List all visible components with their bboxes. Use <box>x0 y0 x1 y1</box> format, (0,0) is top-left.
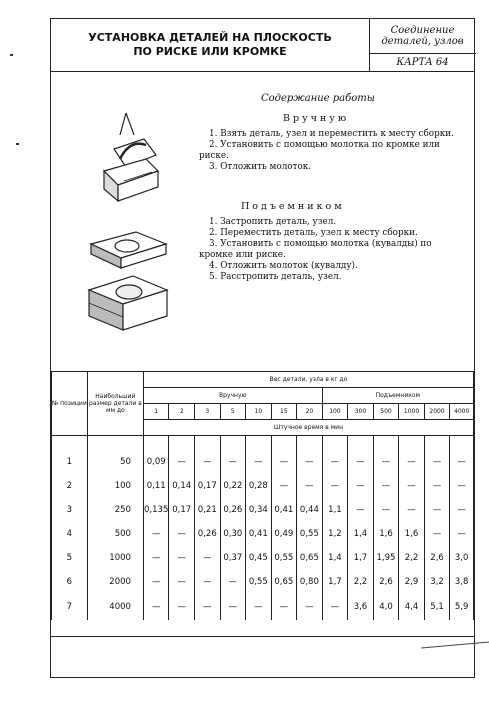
card-header <box>51 19 474 72</box>
table-row <box>52 522 474 546</box>
time-cell: 0,21 <box>195 498 221 522</box>
table-row <box>52 450 474 474</box>
weight-column-header: 1 <box>143 404 169 420</box>
table-row <box>52 498 474 522</box>
time-cell: 3,6 <box>348 594 374 620</box>
weight-column-header: 300 <box>348 404 374 420</box>
table-row <box>52 594 474 620</box>
time-cell: 1,1 <box>322 498 348 522</box>
time-cell: — <box>195 546 221 570</box>
hoist-step: 5. Расстропить деталь, узел. <box>209 272 342 282</box>
time-cell: 3,8 <box>450 570 474 594</box>
time-cell: — <box>271 450 297 474</box>
weight-column-header: 15 <box>271 404 297 420</box>
weight-header: Вес детали, узла в кг до <box>143 372 473 388</box>
time-cell: — <box>195 450 221 474</box>
row-number: 1 <box>52 450 88 474</box>
time-cell: 0,11 <box>143 474 169 498</box>
scan-speck <box>16 143 19 145</box>
time-cell: — <box>220 594 246 620</box>
manual-group-header: Вручную <box>143 388 322 404</box>
time-cell: — <box>450 522 474 546</box>
time-cell: 4,4 <box>399 594 425 620</box>
time-cell: — <box>373 498 399 522</box>
card-sheet <box>50 18 475 678</box>
column-header-position: № позиции <box>52 372 88 436</box>
time-cell: 0,41 <box>271 498 297 522</box>
table-row <box>52 570 474 594</box>
time-cell: 2,6 <box>373 570 399 594</box>
row-size: 50 <box>87 450 143 474</box>
time-cell: — <box>450 474 474 498</box>
weight-column-header: 2000 <box>424 404 450 420</box>
time-cell: 1,95 <box>373 546 399 570</box>
manual-step: 3. Отложить молоток. <box>209 162 312 172</box>
time-cell: 1,4 <box>322 546 348 570</box>
weight-column-header: 4000 <box>450 404 474 420</box>
time-cell: 0,55 <box>271 546 297 570</box>
column-header-size: Наибольший размер детали в мм до <box>87 372 143 436</box>
card-category <box>369 19 476 54</box>
time-cell: — <box>373 474 399 498</box>
time-cell: 5,1 <box>424 594 450 620</box>
time-cell: 0,26 <box>195 522 221 546</box>
card-number: КАРТА 64 <box>396 57 449 68</box>
time-cell: 0,17 <box>169 498 195 522</box>
time-cell: — <box>297 474 323 498</box>
time-cell: — <box>297 594 323 620</box>
manual-placement-illustration <box>96 109 166 209</box>
time-cell: — <box>220 570 246 594</box>
weight-column-header: 100 <box>322 404 348 420</box>
time-cell: 1,6 <box>399 522 425 546</box>
time-cell: 0,45 <box>246 546 272 570</box>
time-cell: — <box>220 450 246 474</box>
time-cell: 1,4 <box>348 522 374 546</box>
time-cell: 5,9 <box>450 594 474 620</box>
card-title-line2: ПО РИСКЕ ИЛИ КРОМКЕ <box>133 45 287 58</box>
time-cell: 0,26 <box>220 498 246 522</box>
weight-column-header: 20 <box>297 404 323 420</box>
time-cell: 1,7 <box>348 546 374 570</box>
hoist-group-header: Подъемником <box>322 388 473 404</box>
time-header: Штучное время в мин <box>143 420 473 436</box>
spacer-row <box>52 436 474 451</box>
time-cell: 0,14 <box>169 474 195 498</box>
row-number: 2 <box>52 474 88 498</box>
time-cell: 1,7 <box>322 570 348 594</box>
table-row <box>52 474 474 498</box>
time-cell: — <box>424 522 450 546</box>
time-cell: — <box>322 450 348 474</box>
card-category-line2: деталей, узлов <box>381 36 464 47</box>
time-cell: 0,55 <box>246 570 272 594</box>
row-size: 4000 <box>87 594 143 620</box>
time-cell: — <box>322 594 348 620</box>
time-cell: — <box>322 474 348 498</box>
time-cell: 3,2 <box>424 570 450 594</box>
time-cell: 0,41 <box>246 522 272 546</box>
time-cell: 0,09 <box>143 450 169 474</box>
time-cell: — <box>348 474 374 498</box>
time-cell: 0,80 <box>297 570 323 594</box>
table-row <box>52 546 474 570</box>
row-number: 5 <box>52 546 88 570</box>
row-number: 3 <box>52 498 88 522</box>
hoist-steps <box>199 217 455 283</box>
row-size: 100 <box>87 474 143 498</box>
time-cell: — <box>169 570 195 594</box>
time-norms-table <box>51 371 474 620</box>
weight-column-header: 10 <box>246 404 272 420</box>
time-cell: — <box>271 474 297 498</box>
time-cell: 2,6 <box>424 546 450 570</box>
time-cell: 0,49 <box>271 522 297 546</box>
time-cell: — <box>399 450 425 474</box>
time-cell: 0,34 <box>246 498 272 522</box>
time-cell: — <box>143 570 169 594</box>
hoist-step: 4. Отложить молоток (кувалду). <box>209 261 358 271</box>
time-cell: 0,30 <box>220 522 246 546</box>
time-cell: — <box>169 546 195 570</box>
weight-column-header: 1000 <box>399 404 425 420</box>
pen-stroke <box>421 641 489 649</box>
time-cell: 0,28 <box>246 474 272 498</box>
bottom-rule <box>51 636 474 637</box>
time-cell: 0,135 <box>143 498 169 522</box>
time-cell: — <box>399 498 425 522</box>
weight-column-header: 500 <box>373 404 399 420</box>
time-cell: — <box>195 594 221 620</box>
manual-heading: Вручную <box>283 113 350 124</box>
time-cell: — <box>143 546 169 570</box>
time-cell: — <box>195 570 221 594</box>
time-cell: 2,9 <box>399 570 425 594</box>
time-cell: — <box>143 522 169 546</box>
time-cell: 0,65 <box>271 570 297 594</box>
hoist-step: 1. Застропить деталь, узел. <box>209 217 337 227</box>
manual-step: 2. Установить с помощью молотка по кромке или риске. <box>199 140 440 161</box>
time-cell: 1,2 <box>322 522 348 546</box>
time-cell: 3,0 <box>450 546 474 570</box>
table-body <box>52 436 474 621</box>
time-cell: 0,44 <box>297 498 323 522</box>
weight-column-header: 3 <box>195 404 221 420</box>
time-cell: — <box>424 498 450 522</box>
row-number: 4 <box>52 522 88 546</box>
time-cell: — <box>399 474 425 498</box>
time-cell: — <box>246 594 272 620</box>
hoist-heading: Подъемником <box>241 201 345 212</box>
time-cell: — <box>450 450 474 474</box>
card-meta <box>369 19 476 71</box>
time-cell: 1,6 <box>373 522 399 546</box>
card-title-line1: УСТАНОВКА ДЕТАЛЕЙ НА ПЛОСКОСТЬ <box>88 31 332 44</box>
weight-column-header: 2 <box>169 404 195 420</box>
time-cell: — <box>297 450 323 474</box>
row-size: 2000 <box>87 570 143 594</box>
time-cell: 2,2 <box>399 546 425 570</box>
manual-steps <box>199 129 455 173</box>
row-size: 1000 <box>87 546 143 570</box>
scan-speck <box>10 54 13 56</box>
time-cell: 4,0 <box>373 594 399 620</box>
hoist-step: 3. Установить с помощью молотка (кувалды) по кромке или риске. <box>199 239 432 260</box>
row-size: 500 <box>87 522 143 546</box>
card-category-line1: Соединение <box>390 25 455 36</box>
time-cell: — <box>169 594 195 620</box>
parts-illustration <box>81 224 176 339</box>
time-cell: — <box>373 450 399 474</box>
time-cell: 2,2 <box>348 570 374 594</box>
time-cell: — <box>169 450 195 474</box>
row-size: 250 <box>87 498 143 522</box>
time-cell: — <box>348 450 374 474</box>
row-number: 6 <box>52 570 88 594</box>
weight-column-header: 5 <box>220 404 246 420</box>
hoist-step: 2. Переместить деталь, узел к месту сборки. <box>209 228 418 238</box>
time-cell: — <box>424 474 450 498</box>
time-cell: — <box>348 498 374 522</box>
time-cell: — <box>246 450 272 474</box>
manual-step: 1. Взять деталь, узел и переместить к месту сборки. <box>209 129 454 139</box>
time-cell: — <box>169 522 195 546</box>
time-cell: 0,55 <box>297 522 323 546</box>
card-title <box>51 19 370 71</box>
time-cell: 0,65 <box>297 546 323 570</box>
time-cell: 0,37 <box>220 546 246 570</box>
content-title: Содержание работы <box>261 93 375 104</box>
row-number: 7 <box>52 594 88 620</box>
time-cell: — <box>271 594 297 620</box>
time-cell: 0,22 <box>220 474 246 498</box>
time-cell: — <box>424 450 450 474</box>
time-cell: — <box>450 498 474 522</box>
time-cell: — <box>143 594 169 620</box>
time-cell: 0,17 <box>195 474 221 498</box>
